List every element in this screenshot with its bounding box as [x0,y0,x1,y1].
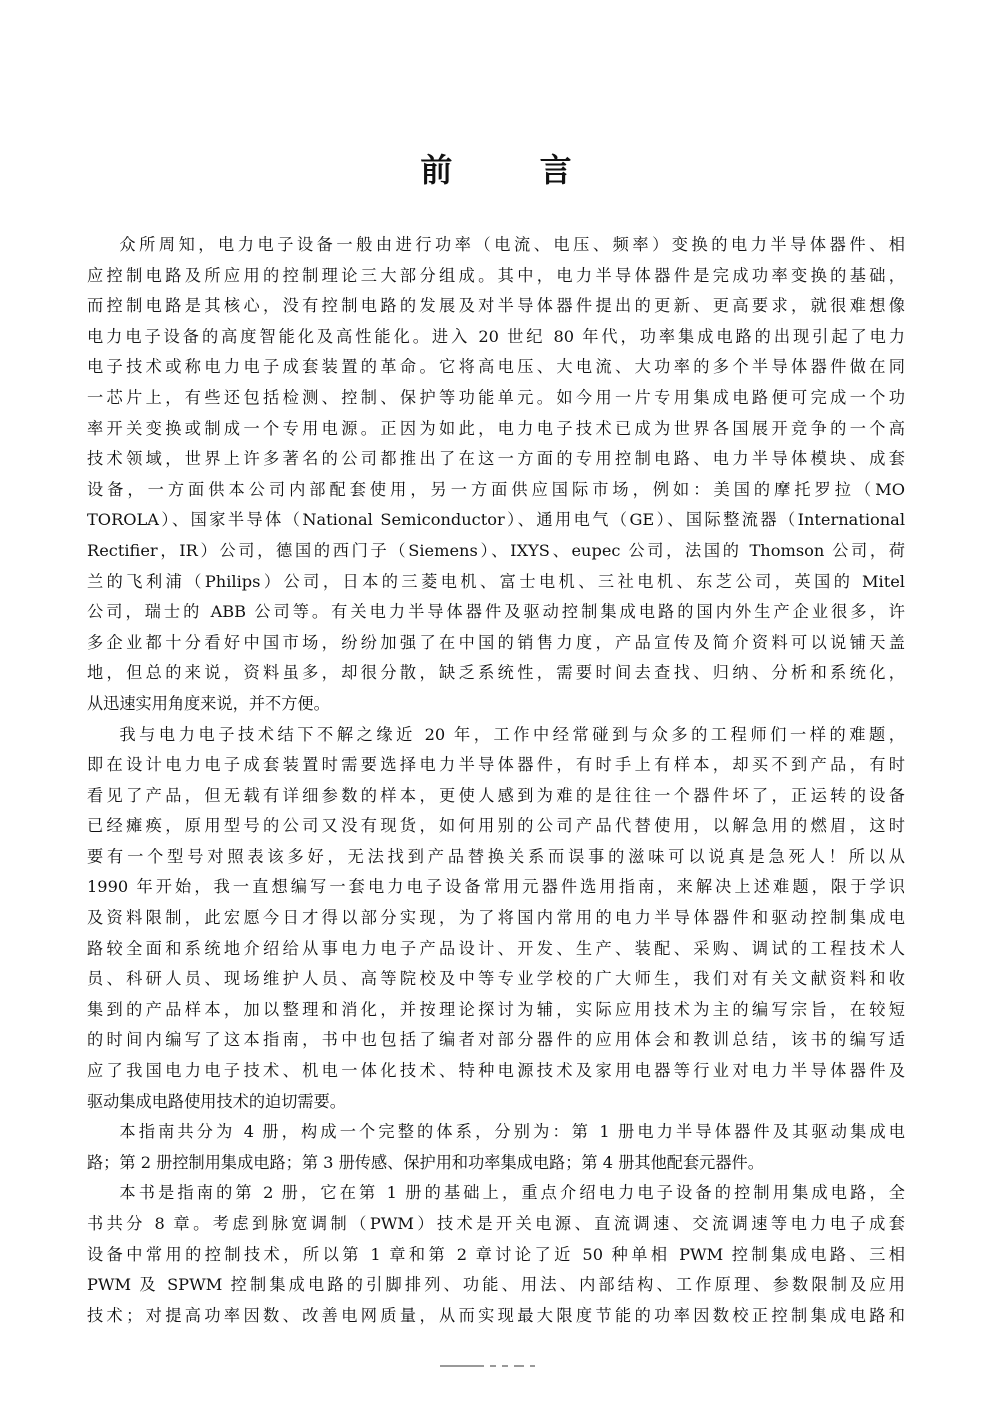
text-line: Rectifier，IR）公司，德国的西门子（Siemens）、IXYS、eupec 公司，法国的 Thomson 公司，荷 [87,540,905,560]
text-line: 本指南共分为 4 册，构成一个完整的体系，分别为：第 1 册电力半导体器件及其驱动集成电 [119,1122,905,1142]
text-line: 应了我国电力电子技术、机电一体化技术、特种电源技术及家用电器等行业对电力半导体器件及 [87,1061,905,1081]
text-line: 地，但总的来说，资料虽多，却很分散，缺乏系统性，需要时间去查找、归纳、分析和系统化， [87,663,905,683]
text-line: 书共分 8 章。考虑到脉宽调制（PWM）技术是开关电源、直流调速、交流调速等电力电子成套 [87,1214,905,1233]
text-line: 路；第 2 册控制用集成电路；第 3 册传感、保护用和功率集成电路；第 4 册其他配套元器件。 [87,1152,764,1172]
text-line: 应控制电路及所应用的控制理论三大部分组成。其中，电力半导体器件是完成功率变换的基础， [87,265,905,285]
preface-body [87,231,905,1332]
text-line: 1990 年开始，我一直想编写一套电力电子设备常用元器件选用指南，来解决上述难题，限于学识 [87,877,905,897]
text-line: 率开关变换或制成一个专用电源。正因为如此，电力电子技术已成为世界各国展开竞争的一个高 [87,418,905,438]
text-line: PWM 及 SPWM 控制集成电路的引脚排列、功能、用法、内部结构、工作原理、参数限制及应用 [87,1275,905,1295]
text-line: 员、科研人员、现场维护人员、高等院校及中等专业学校的广大师生，我们对有关文献资料和收 [87,969,905,989]
text-line: 即在设计电力电子成套装置时需要选择电力半导体器件，有时手上有样本，却买不到产品，有时 [87,755,905,775]
text-line: 的时间内编写了这本指南，书中也包括了编者对部分器件的应用体会和教训总结，该书的编写适 [87,1030,905,1050]
paragraph-4 [87,1179,905,1332]
text-line: 技术领域，世界上许多著名的公司都推出了在这一方面的专用控制电路、电力半导体模块、成套 [87,449,905,469]
text-line: 驱动集成电路使用技术的迫切需要。 [87,1091,346,1111]
text-line: 一芯片上，有些还包括检测、控制、保护等功能单元。如今用一片专用集成电路便可完成一个功 [87,387,905,407]
text-line: 兰的飞利浦（Philips）公司，日本的三菱电机、富士电机、三社电机、东芝公司，英国的 Mitel [87,571,905,591]
text-line: 及资料限制，此宏愿今日才得以部分实现，为了将国内常用的电力半导体器件和驱动控制集成电 [87,908,905,928]
text-line: 而控制电路是其核心，没有控制电路的发展及对半导体器件提出的更新、更高要求，就很难想像 [87,296,905,316]
text-line: 集到的产品样本，加以整理和消化，并按理论探讨为辅，实际应用技术为主的编写宗旨，在较短 [87,999,905,1019]
text-line: 技术；对提高功率因数、改善电网质量，从而实现最大限度节能的功率因数校正控制集成电路和 [87,1305,905,1325]
text-line: 设备，一方面供本公司内部配套使用，另一方面供应国际市场，例如：美国的摩托罗拉（MO [87,479,905,499]
text-line: 已经瘫痪，原用型号的公司又没有现货，如何用别的公司产品代替使用，以解急用的燃眉，这时 [87,816,905,836]
text-line: 路较全面和系统地介绍给从事电力电子产品设计、开发、生产、装配、采购、调试的工程技术人 [87,938,905,958]
text-line: 电力电子设备的高度智能化及高性能化。进入 20 世纪 80 年代，功率集成电路的出现引起了电力 [87,326,905,346]
paragraph-1 [87,231,905,721]
smudge-mark [490,1365,496,1367]
text-line: 从迅速实用角度来说，并不方便。 [87,693,330,713]
paragraph-2 [87,721,905,1119]
text-line: 众所周知，电力电子设备一般由进行功率（电流、电压、频率）变换的电力半导体器件、相 [119,235,905,254]
text-line: 看见了产品，但无载有详细参数的样本，更使人感到为难的是往往一个器件坏了，正运转的设备 [87,785,905,805]
smudge-mark [530,1365,535,1367]
text-line: TOROLA）、国家半导体（National Semiconductor）、通用电气（GE）、国际整流器（International [87,510,905,530]
text-line: 本书是指南的第 2 册，它在第 1 册的基础上，重点介绍电力电子设备的控制用集成电路，全 [119,1183,905,1203]
paragraph-3 [87,1118,905,1179]
text-line: 要有一个型号对照表该多好，无法找到产品替换关系而误事的滋味可以说真是急死人！所以从 [87,846,905,866]
page-number-smudge [440,1364,580,1368]
smudge-mark [502,1365,508,1367]
text-line: 我与电力电子技术结下不解之缘近 20 年，工作中经常碰到与众多的工程师们一样的难题， [119,724,905,744]
page-title: 前 言 [420,151,610,189]
smudge-mark [514,1365,524,1367]
text-line: 电子技术或称电力电子成套装置的革命。它将高电压、大电流、大功率的多个半导体器件做在同 [87,357,905,377]
text-line: 公司，瑞士的 ABB 公司等。有关电力半导体器件及驱动控制集成电路的国内外生产企业很多，许 [87,602,905,622]
text-line: 多企业都十分看好中国市场，纷纷加强了在中国的销售力度，产品宣传及简介资料可以说铺天盖 [87,632,905,652]
smudge-mark [440,1365,484,1367]
text-line: 设备中常用的控制技术，所以第 1 章和第 2 章讨论了近 50 种单相 PWM 控制集成电路、三相 [87,1244,905,1264]
